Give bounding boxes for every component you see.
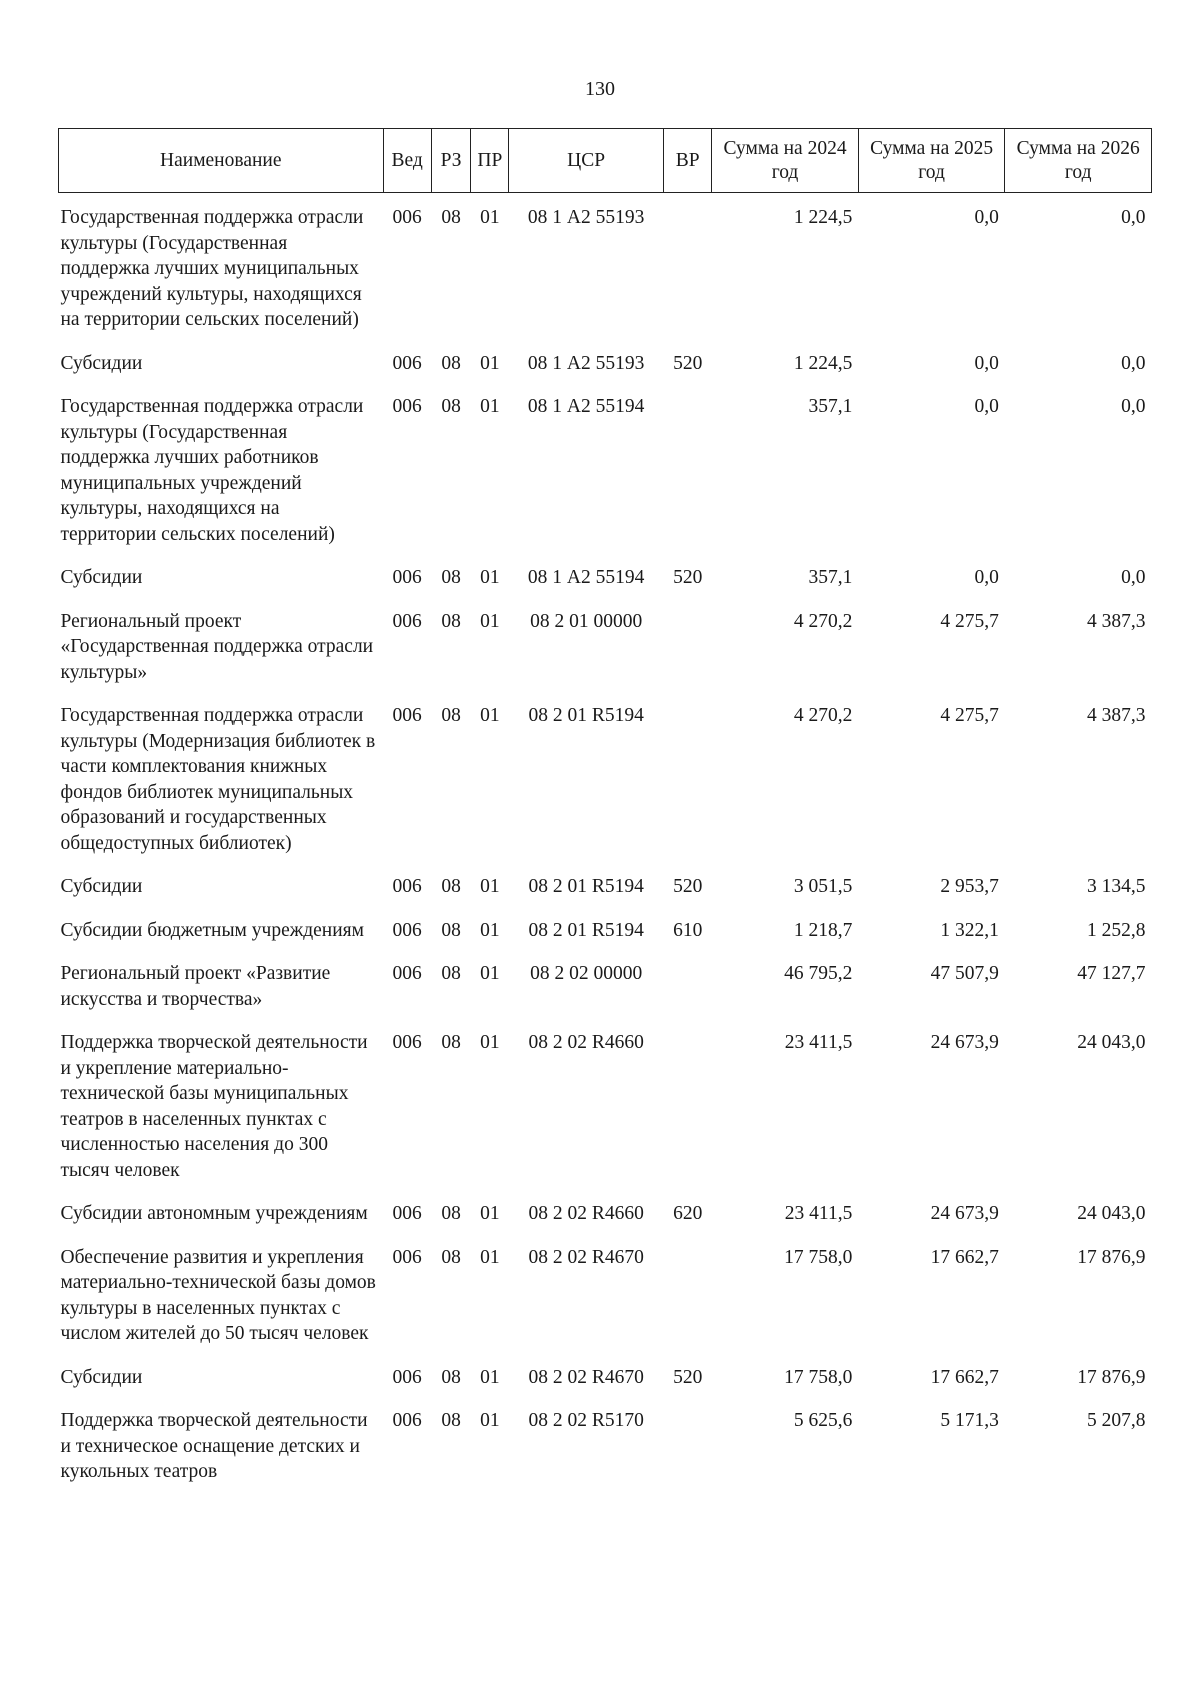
cell-sum-2026: 0,0 [1121, 567, 1146, 588]
cell-vr [664, 597, 712, 692]
cell-csr: 08 1 А2 55193 [527, 207, 645, 228]
cell-pr: 01 [480, 396, 500, 417]
cell-rz: 08 [441, 1203, 461, 1224]
cell-name: Региональный проект «Государственная поддержка отрасли культуры» [60, 610, 374, 683]
cell-ved: 006 [392, 1032, 422, 1053]
cell-sum-2025: 5 171,3 [940, 1410, 999, 1431]
cell-rz: 08 [441, 919, 461, 941]
cell-vr: 520 [673, 876, 703, 897]
cell-vr [664, 1396, 712, 1491]
cell-pr: 01 [480, 352, 500, 374]
cell-sum-2025: 0,0 [974, 396, 999, 417]
cell-ved: 006 [392, 963, 422, 984]
cell-sum-2026: 5 207,8 [1087, 1410, 1146, 1431]
cell-name: Поддержка творческой деятельности и укрепление материально-технической базы муниципальных театров в населенных пунктах с численностью населения до 300 тысяч человек [60, 1032, 368, 1181]
cell-csr: 08 1 А2 55193 [527, 352, 645, 374]
cell-rz: 08 [441, 1246, 461, 1268]
cell-sum-2024: 3 051,5 [793, 876, 853, 897]
cell-name: Региональный проект «Развитие искусства и творчества» [60, 963, 331, 1010]
cell-sum-2024: 17 758,0 [784, 1366, 853, 1388]
cell-rz: 08 [441, 1410, 461, 1431]
cell-name: Субсидии [60, 352, 143, 374]
cell-pr: 01 [480, 963, 500, 984]
cell-rz: 08 [441, 1366, 461, 1388]
cell-csr: 08 2 02 R4670 [528, 1366, 644, 1388]
table-row [59, 862, 1152, 906]
cell-sum-2026: 0,0 [1121, 352, 1146, 374]
cell-rz: 08 [441, 396, 461, 417]
cell-ved: 006 [392, 1366, 422, 1388]
cell-csr: 08 2 02 00000 [530, 963, 643, 984]
cell-ved: 006 [392, 207, 422, 228]
cell-ved: 006 [392, 610, 422, 632]
cell-pr: 01 [480, 610, 500, 632]
cell-pr: 01 [480, 876, 500, 897]
cell-sum-2026: 3 134,5 [1087, 876, 1146, 897]
cell-name: Субсидии [60, 1366, 143, 1388]
cell-ved: 006 [392, 919, 422, 941]
cell-ved: 006 [392, 352, 422, 374]
cell-sum-2025: 1 322,1 [940, 919, 999, 941]
cell-ved: 006 [392, 1203, 422, 1224]
table-row [59, 1353, 1152, 1397]
cell-sum-2026: 0,0 [1121, 396, 1146, 417]
cell-rz: 08 [441, 352, 461, 374]
cell-vr: 520 [673, 567, 703, 588]
cell-sum-2024: 357,1 [808, 396, 853, 417]
cell-sum-2025: 4 275,7 [940, 610, 999, 632]
table-body [59, 193, 1152, 1491]
cell-name: Субсидии [60, 876, 143, 897]
cell-csr: 08 2 01 R5194 [528, 919, 644, 941]
cell-sum-2025: 17 662,7 [930, 1366, 999, 1388]
cell-rz: 08 [441, 963, 461, 984]
cell-pr: 01 [480, 567, 500, 588]
cell-sum-2026: 4 387,3 [1087, 610, 1146, 632]
cell-sum-2024: 1 224,5 [793, 352, 853, 374]
header-csr: ЦСР [509, 129, 664, 193]
cell-vr [664, 1233, 712, 1353]
cell-rz: 08 [441, 207, 461, 228]
cell-rz: 08 [441, 705, 461, 726]
cell-sum-2025: 4 275,7 [940, 705, 999, 726]
cell-sum-2024: 357,1 [808, 567, 853, 588]
cell-ved: 006 [392, 1410, 422, 1431]
cell-rz: 08 [441, 567, 461, 588]
header-pr: ПР [471, 129, 509, 193]
cell-sum-2024: 17 758,0 [784, 1246, 853, 1268]
cell-csr: 08 2 02 R5170 [528, 1410, 644, 1431]
cell-vr: 620 [673, 1203, 703, 1224]
table-row [59, 691, 1152, 862]
cell-pr: 01 [480, 1366, 500, 1388]
cell-rz: 08 [441, 1032, 461, 1053]
cell-csr: 08 1 А2 55194 [527, 396, 645, 417]
cell-name: Поддержка творческой деятельности и техническое оснащение детских и кукольных театров [60, 1410, 368, 1482]
table-row [59, 1396, 1152, 1491]
header-sum-2026: Сумма на 2026 год [1005, 129, 1152, 193]
table-row [59, 339, 1152, 383]
cell-pr: 01 [480, 1203, 500, 1224]
cell-vr [664, 691, 712, 862]
cell-pr: 01 [480, 919, 500, 941]
cell-ved: 006 [392, 1246, 422, 1268]
cell-rz: 08 [441, 876, 461, 897]
header-ved: Вед [383, 129, 431, 193]
cell-sum-2026: 47 127,7 [1077, 963, 1146, 984]
cell-sum-2025: 24 673,9 [930, 1032, 999, 1053]
cell-sum-2026: 1 252,8 [1087, 919, 1146, 941]
header-rz: РЗ [431, 129, 471, 193]
cell-name: Обеспечение развития и укрепления материально-технической базы домов культуры в населенных пунктах с числом жителей до 50 тысяч человек [60, 1246, 376, 1344]
cell-vr [664, 193, 712, 339]
cell-sum-2025: 0,0 [974, 207, 999, 228]
table-row [59, 193, 1152, 339]
cell-sum-2024: 5 625,6 [793, 1410, 853, 1431]
cell-vr [664, 949, 712, 1018]
cell-name: Субсидии [60, 567, 143, 588]
cell-ved: 006 [392, 567, 422, 588]
cell-csr: 08 2 02 R4660 [528, 1032, 644, 1053]
cell-pr: 01 [480, 1410, 500, 1431]
table-row [59, 949, 1152, 1018]
cell-vr: 520 [673, 352, 703, 374]
table-row [59, 597, 1152, 692]
table-row [59, 1189, 1152, 1233]
cell-sum-2024: 4 270,2 [793, 610, 853, 632]
cell-sum-2024: 1 224,5 [793, 207, 853, 228]
cell-pr: 01 [480, 705, 500, 726]
header-vr: ВР [664, 129, 712, 193]
cell-pr: 01 [480, 207, 500, 228]
page-number: 130 [585, 78, 615, 100]
cell-name: Субсидии бюджетным учреждениям [60, 919, 364, 941]
cell-sum-2025: 47 507,9 [930, 963, 999, 984]
table-row [59, 382, 1152, 553]
cell-vr: 610 [673, 919, 703, 941]
cell-sum-2024: 4 270,2 [793, 705, 853, 726]
cell-csr: 08 2 02 R4670 [528, 1246, 644, 1268]
cell-sum-2025: 24 673,9 [930, 1203, 999, 1224]
cell-sum-2024: 23 411,5 [784, 1032, 853, 1053]
cell-name: Государственная поддержка отрасли культуры (Государственная поддержка лучших муниципальных учреждений культуры, находящихся на территории сельских поселений) [60, 207, 364, 330]
cell-csr: 08 2 01 R5194 [528, 876, 644, 897]
cell-rz: 08 [441, 610, 461, 632]
cell-pr: 01 [480, 1032, 500, 1053]
cell-sum-2024: 23 411,5 [784, 1203, 853, 1224]
cell-csr: 08 2 02 R4660 [528, 1203, 644, 1224]
table-row [59, 1018, 1152, 1189]
cell-sum-2024: 1 218,7 [793, 919, 853, 941]
cell-sum-2026: 17 876,9 [1077, 1366, 1146, 1388]
budget-table [58, 128, 1152, 1491]
cell-sum-2026: 24 043,0 [1077, 1032, 1146, 1053]
cell-sum-2026: 24 043,0 [1077, 1203, 1146, 1224]
cell-name: Субсидии автономным учреждениям [60, 1203, 368, 1224]
cell-sum-2025: 2 953,7 [940, 876, 999, 897]
cell-sum-2026: 0,0 [1121, 207, 1146, 228]
cell-vr: 520 [673, 1366, 703, 1388]
cell-csr: 08 1 А2 55194 [527, 567, 645, 588]
cell-ved: 006 [392, 876, 422, 897]
header-name: Наименование [59, 129, 384, 193]
cell-sum-2024: 46 795,2 [784, 963, 853, 984]
cell-sum-2026: 17 876,9 [1077, 1246, 1146, 1268]
cell-sum-2025: 17 662,7 [930, 1246, 999, 1268]
cell-csr: 08 2 01 R5194 [528, 705, 644, 726]
cell-name: Государственная поддержка отрасли культуры (Модернизация библиотек в части комплектования книжных фондов библиотек муниципальных образований и государственных общедоступных библиотек) [60, 705, 376, 854]
cell-ved: 006 [392, 705, 422, 726]
cell-vr [664, 382, 712, 553]
header-sum-2025: Сумма на 2025 год [858, 129, 1005, 193]
cell-sum-2025: 0,0 [974, 352, 999, 374]
cell-vr [664, 1018, 712, 1189]
cell-sum-2026: 4 387,3 [1087, 705, 1146, 726]
cell-csr: 08 2 01 00000 [530, 610, 643, 632]
table-row [59, 553, 1152, 597]
table-header [59, 129, 1152, 193]
cell-pr: 01 [480, 1246, 500, 1268]
cell-ved: 006 [392, 396, 422, 417]
cell-sum-2025: 0,0 [974, 567, 999, 588]
table-row [59, 906, 1152, 950]
header-sum-2024: Сумма на 2024 год [712, 129, 859, 193]
cell-name: Государственная поддержка отрасли культуры (Государственная поддержка лучших работников муниципальных учреждений культуры, находящихся на территории сельских поселений) [60, 396, 364, 545]
table-row [59, 1233, 1152, 1353]
